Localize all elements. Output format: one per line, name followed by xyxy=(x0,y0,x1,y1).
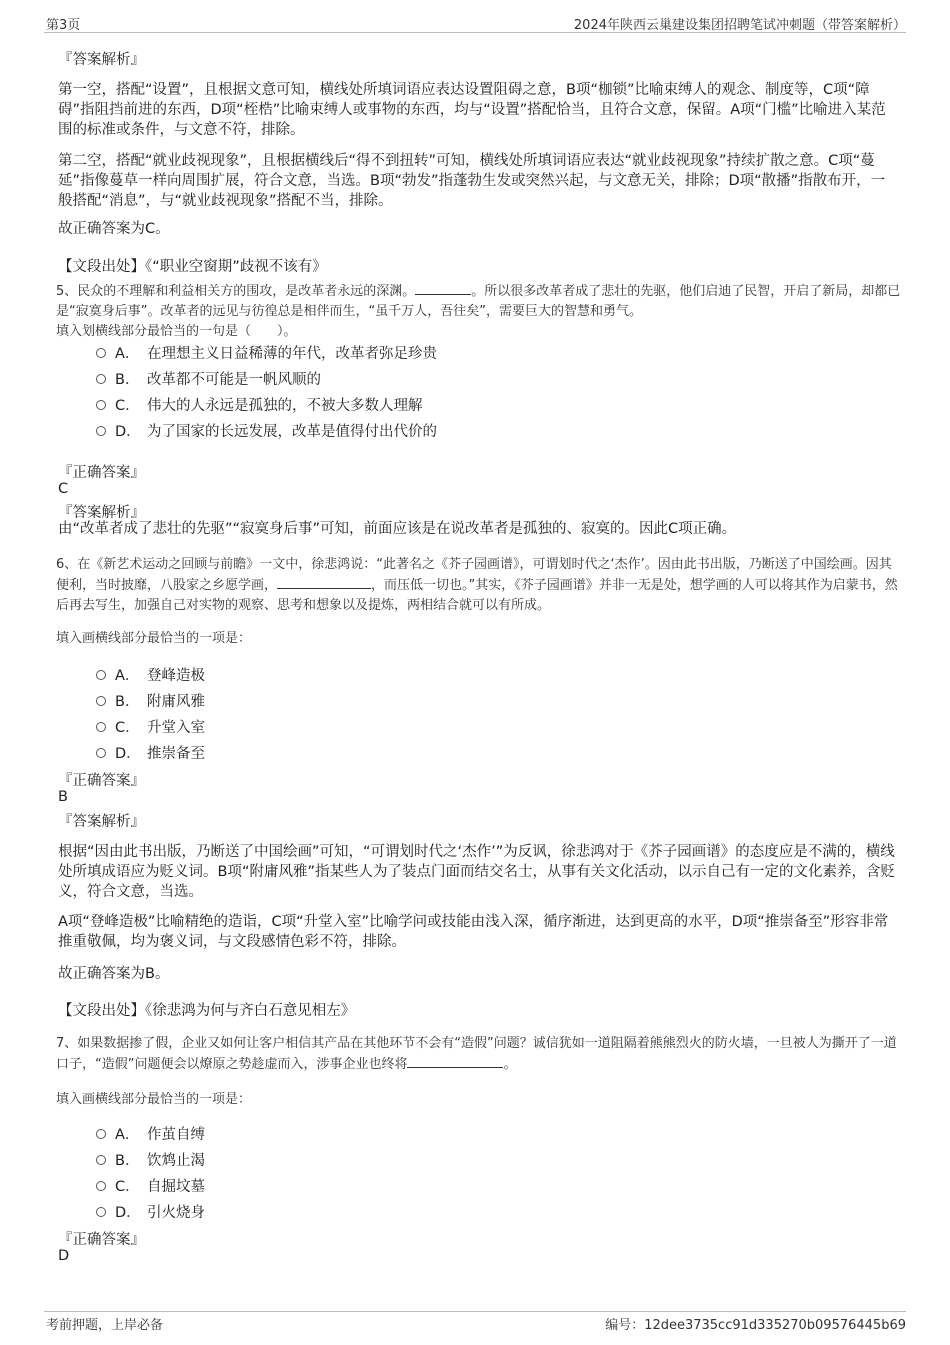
q6-stem xyxy=(56,555,902,616)
radio-icon[interactable] xyxy=(96,1155,106,1165)
q6-answer: B xyxy=(58,789,68,805)
q6-conclusion: 故正确答案为B。 xyxy=(58,966,170,982)
q5-option-a[interactable]: A． 在理想主义日益稀薄的年代，改革者弥足珍贵 xyxy=(96,342,437,362)
radio-icon[interactable] xyxy=(96,348,106,358)
q6-option-d[interactable]: D． 推崇备至 xyxy=(96,742,205,762)
q6-answer-label: 『正确答案』 xyxy=(58,773,145,789)
q6-blank xyxy=(277,575,371,589)
q5-stem-part1: 5、民众的不理解和利益相关方的围攻，是改革者永远的深渊。 xyxy=(56,284,416,299)
radio-icon[interactable] xyxy=(96,722,106,732)
q6-analysis-para2: A项“登峰造极”比喻精绝的造诣，C项“升堂入室”比喻学问或技能由浅入深，循序渐进，达到更高的水平，D项“推崇备至”形容非常推重敬佩，均为褒义词，与文段感情色彩不符，排除。 xyxy=(58,914,889,950)
q5-option-d[interactable]: D． 为了国家的长远发展，改革是值得付出代价的 xyxy=(96,420,437,440)
q5-prompt: 填入划横线部分最恰当的一句是（ ）。 xyxy=(56,324,297,339)
radio-icon[interactable] xyxy=(96,670,106,680)
radio-icon[interactable] xyxy=(96,1207,106,1217)
footer-serial: 编号：12dee3735cc91d335270b09576445b69 xyxy=(605,1318,906,1333)
q5-option-c[interactable]: C． 伟大的人永远是孤独的，不被大多数人理解 xyxy=(96,394,423,414)
page-number: 第3页 xyxy=(46,18,81,33)
q4-analysis-label: 『答案解析』 xyxy=(58,52,145,68)
q5-stem-part2: 。所以很多改革者成了悲壮的先驱，他们启迪了民智，开启了新局，却都已是“寂寞身后事”。改革者的远见与彷徨总是相伴而生，“虽千万人，吾往矣”，需要巨大的智慧和勇气。 xyxy=(56,284,901,319)
q7-option-c[interactable]: C． 自掘坟墓 xyxy=(96,1175,205,1195)
q7-option-b[interactable]: B． 饮鸩止渴 xyxy=(96,1149,205,1169)
q6-analysis-label: 『答案解析』 xyxy=(58,814,145,830)
q6-option-a[interactable]: A． 登峰造极 xyxy=(96,664,205,684)
q5-option-b[interactable]: B． 改革都不可能是一帆风顺的 xyxy=(96,368,321,388)
radio-icon[interactable] xyxy=(96,400,106,410)
q6-prompt: 填入画横线部分最恰当的一项是： xyxy=(56,631,252,646)
q5-answer: C xyxy=(58,481,69,497)
q5-analysis-label: 『答案解析』 xyxy=(58,505,145,521)
q5-blank xyxy=(415,281,471,295)
document-title: 2024年陕西云巢建设集团招聘笔试冲刺题（带答案解析） xyxy=(573,18,906,33)
radio-icon[interactable] xyxy=(96,748,106,758)
radio-icon[interactable] xyxy=(96,374,106,384)
q4-analysis-para1: 第一空，搭配“设置”，且根据文意可知，横线处所填词语应表达设置阻碍之意，B项“枷锁”比喻束缚人的观念、制度等，C项“障碍”指阻挡前进的东西，D项“桎梏”比喻束缚人或事物的东西，均与“设置”搭配恰当，且符合文意，保留。A项“门槛”比喻进入某范围的标准或条件，与文意不符，排除。 xyxy=(58,82,886,138)
q6-analysis-para1: 根据“因由此书出版，乃断送了中国绘画”可知，“可谓划时代之‘杰作’”为反讽，徐悲鸿对于《芥子园画谱》的态度应是不满的，横线处所填成语应为贬义词。B项“附庸风雅”指某些人为了装点门面而结交名士，从事有关文化活动，以示自己有一定的文化素养，含贬义，符合文意，当选。 xyxy=(58,844,895,900)
radio-icon[interactable] xyxy=(96,696,106,706)
radio-icon[interactable] xyxy=(96,1129,106,1139)
q6-source: 【文段出处】《徐悲鸿为何与齐白石意见相左》 xyxy=(58,1003,356,1019)
q6-option-b[interactable]: B． 附庸风雅 xyxy=(96,690,205,710)
q5-answer-label: 『正确答案』 xyxy=(58,465,145,481)
q7-stem-part2: 。 xyxy=(503,1057,517,1072)
footer-slogan: 考前押题，上岸必备 xyxy=(46,1318,164,1333)
q6-stem-part1: 6、在《新艺术运动之回顾与前瞻》一文中，徐悲鸿说：“此著名之《芥子园画谱》，可谓划时代之‘杰作’。因由此书出版，乃断送了中国绘画。因其便利，当时披靡，八股家之乡愿学画， xyxy=(56,557,892,593)
q4-source: 【文段出处】《“职业空窗期”歧视不该有》 xyxy=(58,259,327,275)
q7-prompt: 填入画横线部分最恰当的一项是： xyxy=(56,1092,252,1107)
radio-icon[interactable] xyxy=(96,1181,106,1191)
q7-answer: D xyxy=(58,1248,70,1264)
q5-stem xyxy=(56,281,902,322)
q7-option-d[interactable]: D． 引火烧身 xyxy=(96,1201,205,1221)
q5-analysis: 由“改革者成了悲壮的先驱”“寂寞身后事”可知，前面应该是在说改革者是孤独的、寂寞的。因此C项正确。 xyxy=(58,521,737,537)
q7-blank xyxy=(407,1054,503,1068)
q4-analysis-para2: 第二空，搭配“就业歧视现象”，且根据横线后“得不到扭转”可知，横线处所填词语应表达“就业歧视现象”持续扩散之意。C项“蔓延”指像蔓草一样向周围扩展，符合文意，当选。B项“勃发”指蓬勃生发或突然兴起，与文意无关，排除；D项“散播”指散布开，一般搭配“消息”，与“就业歧视现象”搭配不当，排除。 xyxy=(58,153,886,209)
q7-answer-label: 『正确答案』 xyxy=(58,1232,145,1248)
q6-option-c[interactable]: C． 升堂入室 xyxy=(96,716,205,736)
header-divider xyxy=(44,32,906,33)
q7-option-a[interactable]: A． 作茧自缚 xyxy=(96,1123,205,1143)
q6-stem-part2: ，而压低一切也。”其实，《芥子园画谱》并非一无是处，想学画的人可以将其作为启蒙书，然后再去写生，加强自己对实物的观察、思考和想象以及提炼，两相结合就可以有所成。 xyxy=(56,578,898,613)
q4-conclusion: 故正确答案为C。 xyxy=(58,221,170,237)
footer-divider xyxy=(44,1311,906,1312)
q7-stem-part1: 7、如果数据掺了假，企业又如何让客户相信其产品在其他环节不会有“造假”问题？诚信犹如一道阻隔着熊熊烈火的防火墙，一旦被人为撕开了一道口子，“造假”问题便会以燎原之势趁虚而入，涉事企业也终将 xyxy=(56,1036,897,1072)
radio-icon[interactable] xyxy=(96,426,106,436)
q7-stem xyxy=(56,1034,902,1075)
